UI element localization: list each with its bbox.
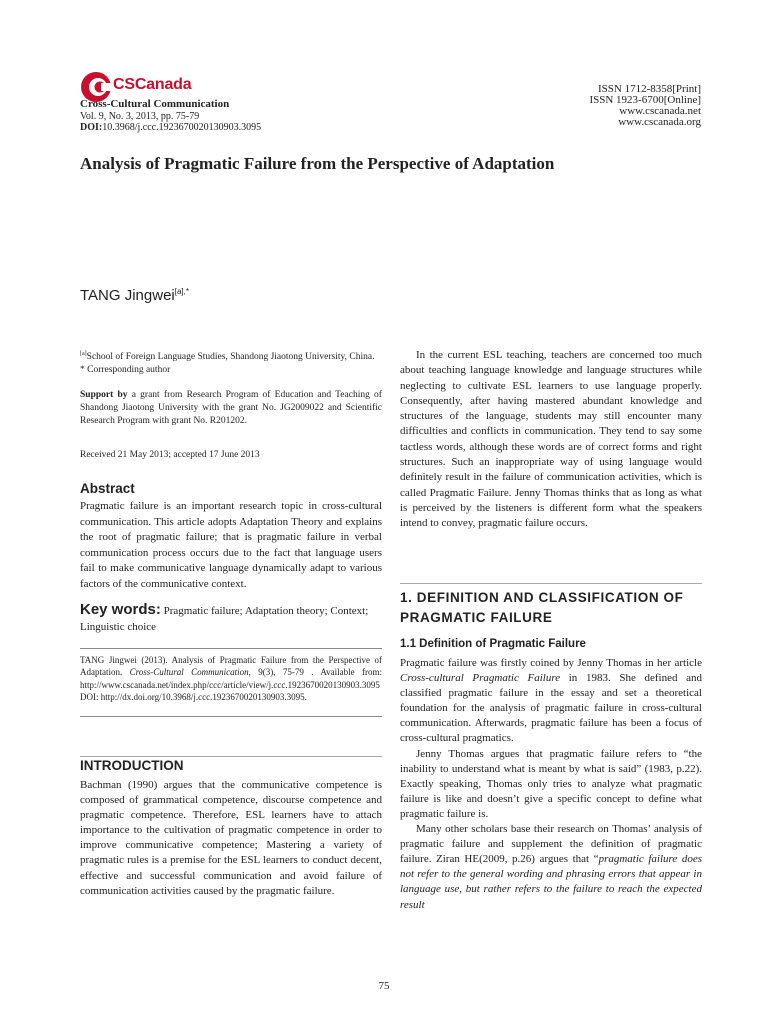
section-1-paragraph-1: Pragmatic failure was firstly coined by Jenny Thomas in her article Cross-cultural Pragmatic Failure in 1983. She defined and classified pragmatic failure in the essay and set a theoretical foundation for the analysis of pragmatic failure in cross-cultural communication. Afterwards, pragmatic failure has been a focus of cross-cultural pragmatics. [400, 657, 702, 745]
journal-name: Cross-Cultural Communication [80, 98, 230, 110]
issn-print: ISSN 1712-8358[Print] [598, 83, 701, 95]
author-name: TANG Jingwei$^{[a],*}$ [80, 287, 189, 304]
subsection-1-1-heading: 1.1 Definition of Pragmatic Failure [400, 638, 586, 650]
website-org[interactable]: www.cscanada.org [618, 116, 701, 128]
affiliation: [a]School of Foreign Language Studies, Shandong Jiaotong University, China. * Corresponding author [80, 351, 375, 375]
funding-note: Support by a grant from Research Program of Education and Teaching of Shandong Jiaotong University with the grant No. JG2009022 and Scientific Research Program with grant No. R201202. [80, 390, 382, 426]
paper-title: Analysis of Pragmatic Failure from the Perspective of Adaptation [80, 154, 555, 173]
journal-identifiers [589, 84, 701, 128]
page-number: 75 [378, 980, 390, 992]
citation-divider-bottom [80, 716, 382, 717]
journal-volume: Vol. 9, No. 3, 2013, pp. 75-79 [80, 111, 200, 122]
journal-doi: DOI:10.3968/j.ccc.1923670020130903.3095 [80, 122, 262, 133]
brand-name: CSCanada [113, 76, 192, 93]
abstract-text: Pragmatic failure is an important research topic in cross-cultural communication. This article adopts Adaptation Theory and explains the root of pragmatic failure; that is pragmatic failure in verbal communication process occurs due to the fact that language users fail to make communicative language dynamically adapt to various factors of the communicative context. [80, 500, 382, 590]
section-1-paragraph-2: Jenny Thomas argues that pragmatic failure refers to “the inability to understand what is meant by what is said” (1983, p.22). Exactly speaking, Thomas only tries to analyze what pragmatic failure is like and doesn’t give a specific concept to define what pragmatic failure is. [400, 747, 702, 820]
website-net[interactable]: www.cscanada.net [619, 105, 701, 117]
issn-online: ISSN 1923-6700[Online] [589, 94, 701, 106]
introduction-heading: INTRODUCTION [80, 758, 184, 773]
section-1-heading: 1. DEFINITION AND CLASSIFICATION OF PRAGMATIC FAILURE [400, 590, 684, 625]
introduction-text: Bachman (1990) argues that the communicative competence is composed of grammatical competence, discourse competence and pragmatic competence. Therefore, ESL learners have to attach importance to the cultivation of pragmatic competence in order to improve communicative competence; Mastering a variety of pragmatic rules is a premise for the ESL learners to conduct decent, effective and successful communication and avoid failure of communication activities caused by the pragmatic failure. [80, 779, 382, 897]
section-divider [400, 583, 702, 584]
citation-divider-top [80, 648, 382, 649]
keywords: Key words: Pragmatic failure; Adaptation theory; Context; Linguistic choice [80, 601, 369, 633]
corresponding-author: * Corresponding author [80, 364, 171, 375]
right-intro-paragraph: In the current ESL teaching, teachers are concerned too much about teaching language knowledge and language structures while neglecting to cultivate ESL learners to use language properly. Consequently, after having mastered abundant knowledge and structures of the language, students may still encounter many difficulties and conflicts in communication. They tend to say some tactless words, although these words are of correct forms and right structures. Such an inappropriate way of using language would definitely result in the failure of communication activities, which is called Pragmatic Failure. Jenny Thomas thinks that as long as what is perceived by the listeners is different form what the speakers intend to convey, pragmatic failure occurs. [400, 349, 702, 530]
abstract-heading: Abstract [80, 481, 135, 496]
citation-block: TANG Jingwei (2013). Analysis of Pragmatic Failure from the Perspective of Adaptation. Cross-Cultural Communication, 9(3), 75-79 . Available from: http://www.cscanada.net/index.php/ccc/article/view/j.ccc.1923670020130903.3095 DOI: http://dx.doi.org/10.3968/j.ccc.1923670020130903.3095. [80, 655, 382, 702]
received-dates: Received 21 May 2013; accepted 17 June 2013 [80, 450, 260, 460]
section-1-paragraph-3: Many other scholars base their research on Thomas’ analysis of pragmatic failure and supplement the definition of pragmatic failure. Ziran HE(2009, p.26) argues that “pragmatic failure does not refer to the general wording and phrasing errors that appear in language use, but rather refers to the failure to reach the expected result [400, 823, 703, 911]
section-1-body [400, 656, 702, 913]
introduction-divider [80, 756, 382, 757]
